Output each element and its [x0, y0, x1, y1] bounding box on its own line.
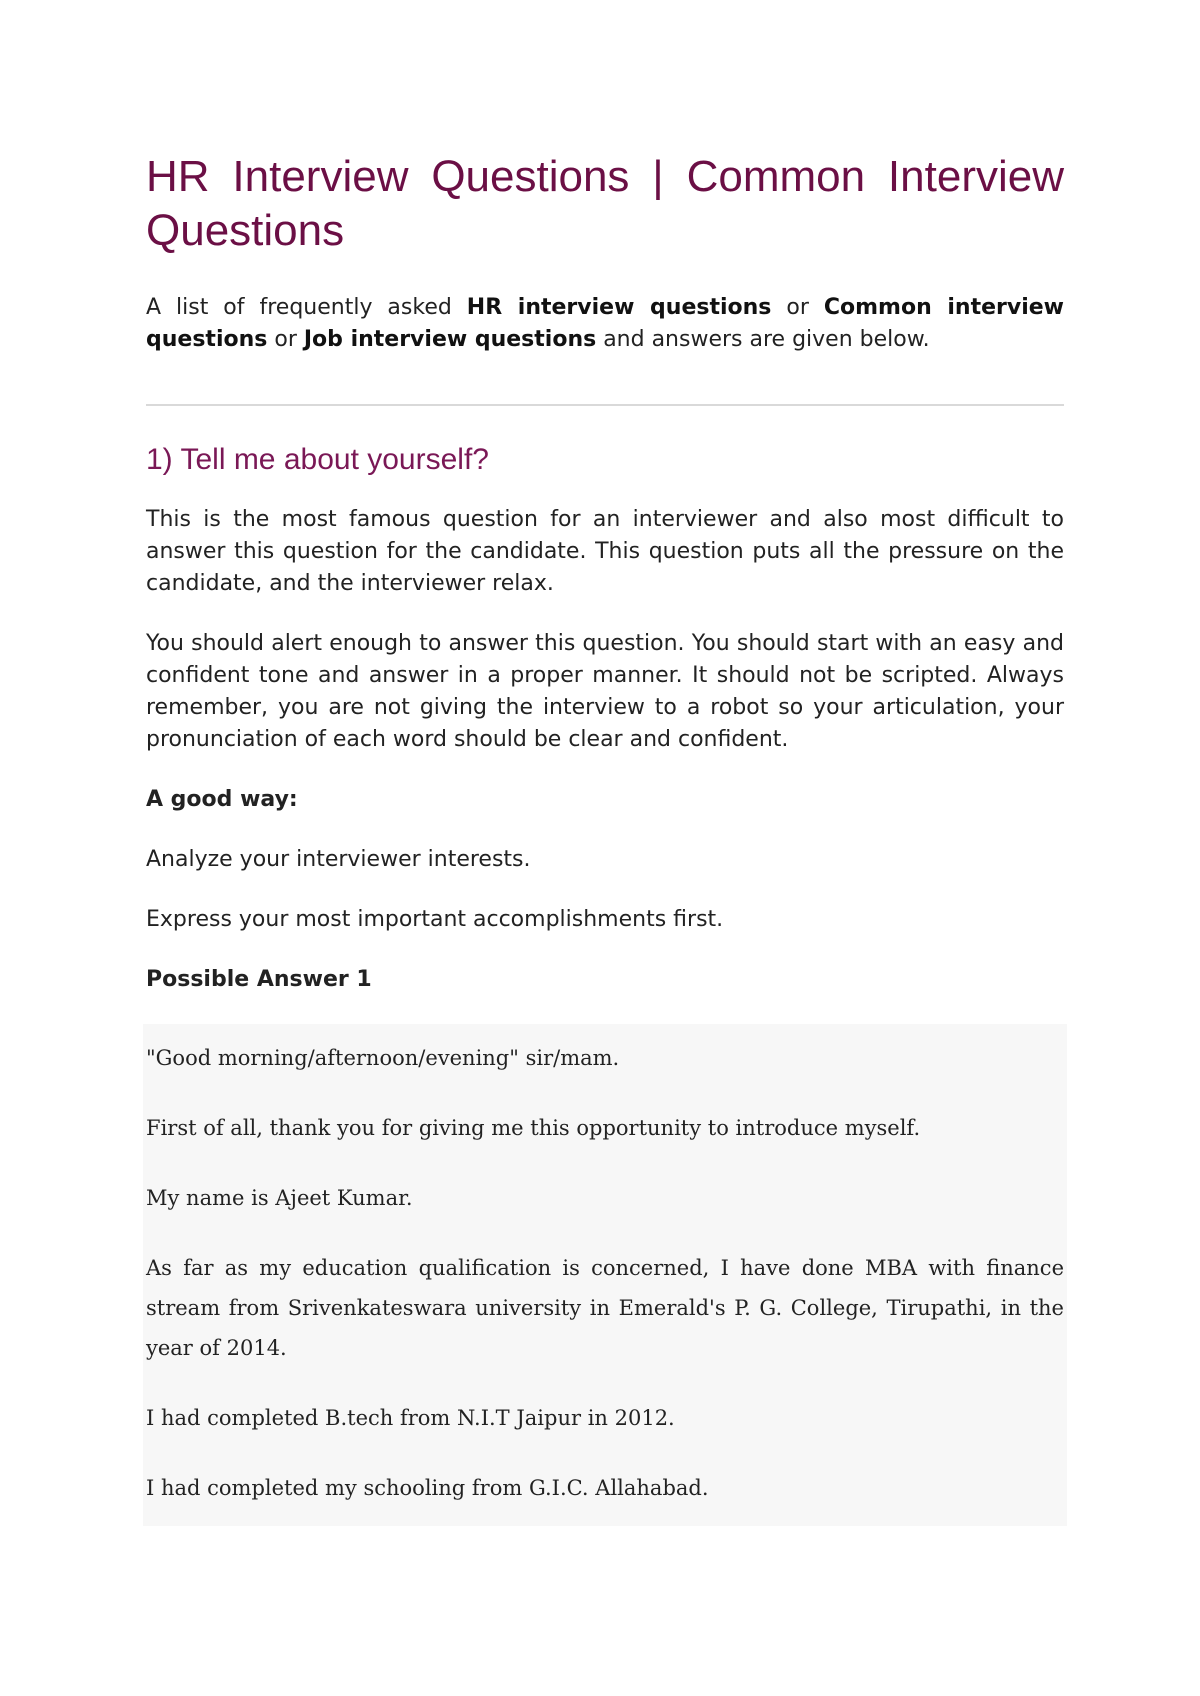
- tip-item: Analyze your interviewer interests.: [146, 847, 531, 872]
- question-paragraph-2: You should alert enough to answer this question. You should start with an easy and confident tone and answer in a proper manner. It should not be scripted. Always remember, you are not giving the interview to a robot so your articulation, your pronunciation of each word should be clear and confident.: [146, 631, 1064, 752]
- question-paragraph-1: This is the most famous question for an interviewer and also most difficult to answer this question for the candidate. This question puts all the pressure on the candidate, and the interviewer relax.: [146, 507, 1064, 596]
- answer-line: First of all, thank you for giving me this opportunity to introduce myself.: [146, 1116, 921, 1140]
- section-divider: [146, 404, 1064, 406]
- tip-item: Express your most important accomplishments first.: [146, 907, 724, 932]
- intro-text-4: and answers are given below.: [596, 327, 930, 352]
- question-heading: 1) Tell me about yourself?: [146, 443, 489, 476]
- intro-bold-hr-questions: HR interview questions: [466, 295, 772, 320]
- answer-line: My name is Ajeet Kumar.: [146, 1186, 413, 1210]
- answer-line: "Good morning/afternoon/evening" sir/mam.: [146, 1046, 620, 1070]
- intro-text-3: or: [267, 327, 304, 352]
- answer-block: [143, 1024, 1067, 1526]
- page-title: HR Interview Questions | Common Interview Questions: [146, 152, 1064, 255]
- intro-bold-job-questions: Job interview questions: [303, 327, 597, 352]
- intro-text-1: A list of frequently asked: [146, 295, 467, 320]
- intro-bold-common-questions: Common interview questions: [146, 295, 1064, 352]
- good-way-label: A good way:: [146, 787, 298, 812]
- intro-text-2: or: [771, 295, 824, 320]
- answer-line: I had completed B.tech from N.I.T Jaipur in 2012.: [146, 1406, 675, 1430]
- answer-line: As far as my education qualification is concerned, I have done MBA with finance stream from Srivenkateswara university in Emerald's P. G. College, Tirupathi, in the year of 2014.: [146, 1256, 1064, 1360]
- document-page: [146, 150, 1064, 1526]
- answer-line: I had completed my schooling from G.I.C. Allahabad.: [146, 1476, 709, 1500]
- possible-answer-label: Possible Answer 1: [146, 967, 372, 992]
- intro-paragraph: [146, 292, 1064, 356]
